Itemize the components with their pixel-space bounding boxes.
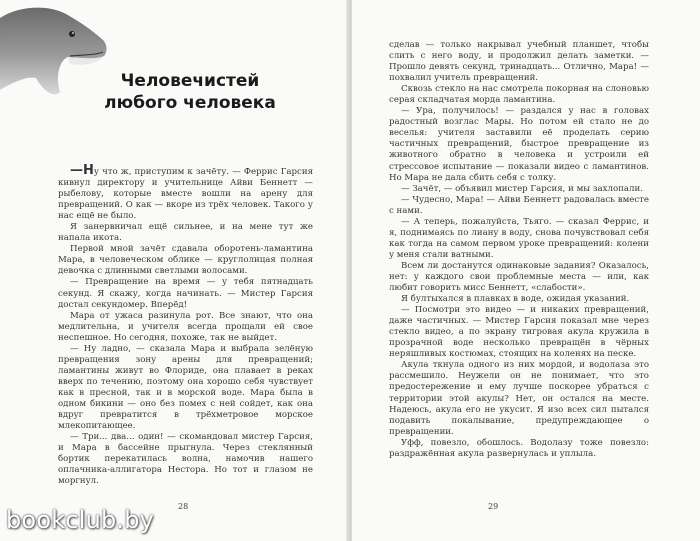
paragraph-text: у что ж, приступим к зачёту. — Феррис Гарсия кивнул директору и учительнице Айви Беннетт — рыбелову, которые вместе вошли на арену для превращений. О как — вкоре из трёх человек. Такого у нас ещё не было. bbox=[58, 167, 313, 222]
paragraph-text: Мара от ужаса разинула рот. Все знают, что она медлительна, и учителя всегда прощали ей свое неспешное. Но сегодня, похоже, так не выйдет. bbox=[58, 310, 313, 343]
right-page bbox=[352, 0, 700, 541]
paragraph bbox=[58, 432, 313, 487]
paragraph bbox=[389, 106, 649, 183]
chapter-title-line-2: любого человека bbox=[104, 93, 276, 113]
left-page bbox=[0, 0, 348, 541]
paragraph bbox=[389, 294, 649, 305]
paragraph bbox=[389, 84, 649, 106]
paragraph bbox=[389, 40, 649, 84]
paragraph-text: — Зачёт, — объявил мистер Гарсия, и мы захлопали. bbox=[401, 183, 643, 194]
paragraph bbox=[389, 217, 649, 261]
paragraph bbox=[58, 311, 313, 344]
paragraph-text: Я бултыхался в плавках в воде, ожидая указаний. bbox=[401, 294, 630, 305]
paragraph-text: — Ну ладно, — сказала Мара и выбрала зелёную превращения зону арены для превращений; ламантины живут во Флориде, она плавает в реках вверх по течению, поэтому она хорошо себя чувствует как в пресной, так и в морской воде. Мара была в одном бикини — оно без помех с ней сойдет, как она вдруг превратится в трёхметровое морское млекопитающее. bbox=[58, 343, 313, 432]
right-body-text bbox=[389, 40, 649, 460]
paragraph bbox=[389, 360, 649, 437]
watermark: bookclub.by bbox=[6, 506, 155, 534]
paragraph-text: — Посмотри это видео — и никаких превращений, даже частичных. — Мистер Гарсия показал мне через стекло видео, а по экрану тигровая акула кружила в прозрачной воде несколько превращён в чёрных неряшливых костюмах, стоящих на коленях на песке. bbox=[389, 305, 649, 360]
page-number-left: 28 bbox=[178, 502, 189, 511]
paragraph-text: — Три... два... один! — скомандовал мистер Гарсия, и Мара в бассейне прыгнула. Через стеклянный бортик перекатилась волна, намочив нашего оплачника-аллигатора Нестора. Но тот и глазом не моргнул. bbox=[58, 432, 313, 487]
left-body-text bbox=[58, 165, 313, 487]
paragraph-text: Акула ткнула одного из них мордой, и водолаза это рассмешило. Неужели он не понимает, что это предостережение и ему лучше поскорее убраться с территории этой акулы? Нет, он остался на месте. Надеюсь, акула его не укусит. Я изо всех сил пытался подавить покалывание, предупреждающее о превращении. bbox=[389, 360, 649, 437]
paragraph bbox=[389, 261, 649, 294]
paragraph-text: сделав — только накрывал учебный планшет, чтобы слить с него воду, и продолжил делать заметки. — Прошло девять секунд, тринадцать... Отлично, Мара! — похвалил учитель превращений. bbox=[389, 40, 649, 84]
paragraph bbox=[58, 344, 313, 432]
paragraph-text: Первой мной зачёт сдавала оборотень-ламантина Мара, в человеческом облике — круглолицая полная девочка с длинными светлыми волосами. bbox=[58, 244, 313, 277]
paragraph bbox=[58, 222, 313, 244]
paragraph-text: Всем ли достанутся одинаковые задания? Оказалось, нет: у каждого свои проблемные места — или, как любит говорить мисс Беннетт, «слабости». bbox=[389, 260, 649, 294]
chapter-title bbox=[100, 70, 280, 114]
paragraph-text: — Превращение на время — у тебя пятнадцать секунд. Я скажу, когда начинать. — Мистер Гарсия достал секундомер. Вперёд! bbox=[58, 277, 313, 310]
paragraph bbox=[389, 184, 649, 195]
page-number-right: 29 bbox=[488, 502, 499, 511]
paragraph bbox=[58, 244, 313, 277]
paragraph-text: Я занервничал ещё сильнее, и на мене тут же напала икота. bbox=[58, 222, 313, 244]
paragraph bbox=[389, 305, 649, 360]
paragraph bbox=[389, 438, 649, 460]
chapter-title-line-1: Человечистей bbox=[120, 71, 260, 91]
paragraph-text: — Ура, получилось! — раздался у нас в головах радостный возглас Мары. Но потом ей стало не до веселья: учителя заставили её проделать серию частичных превращений, быстрое превращение из животного обратно в человека и устроили ей стрессовое испытание — показали видео с ламантинов. Но Мара не дала сбить себя с толку. bbox=[389, 106, 649, 183]
paragraph bbox=[58, 277, 313, 310]
paragraph-text: Уфф, повезло, обошлось. Водолазу тоже повезло: раздражённая акула развернулась и уплыла. bbox=[389, 437, 649, 459]
drop-cap: —Н bbox=[70, 163, 94, 178]
paragraph-text: Сквозь стекло на нас смотрела покорная на слоновью серая складчатая морда ламантина. bbox=[389, 84, 649, 106]
paragraph bbox=[389, 195, 649, 217]
paragraph-text: — Чудесно, Мара! — Айви Беннетт радовалась вместе с нами. bbox=[389, 194, 649, 216]
paragraph bbox=[58, 165, 313, 222]
paragraph-text: — А теперь, пожалуйста, Тьяго. — сказал Феррис, и я, поднимаясь по лиану в воду, снова почувствовал себя как тогда на самом первом уроке превращений: колени у меня стали ватными. bbox=[389, 216, 649, 260]
